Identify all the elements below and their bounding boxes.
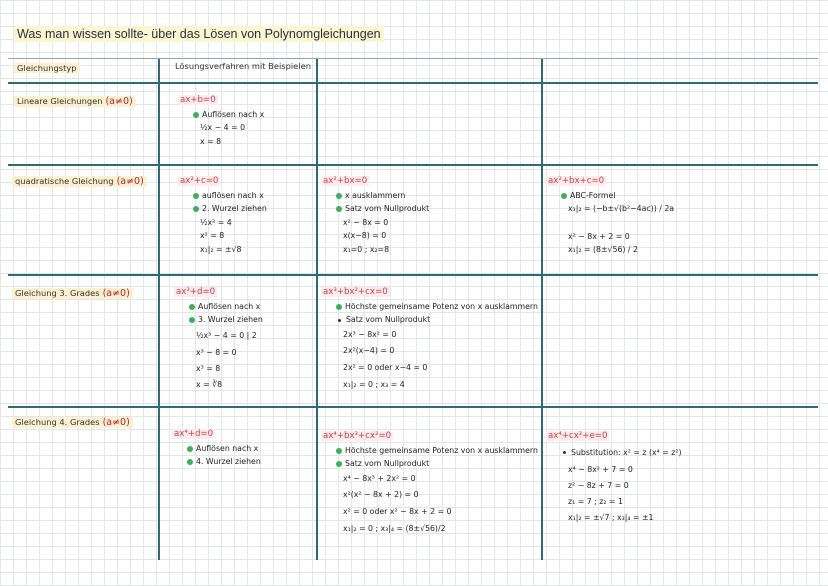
cell-quadratic-3 [546,174,674,257]
step: ½x³ − 4 = 0 | 2 [196,330,257,340]
page-title: Was man wissen sollte- über das Lösen von Polynomgleichungen [14,26,384,42]
bullet-icon [336,448,342,454]
bullet-icon [563,451,566,454]
row-label-text: quadratische Gleichung [15,176,114,186]
bullet-icon [338,319,341,322]
cell-quadratic-2 [321,174,429,257]
row-label-linear [14,96,136,107]
step: Höchste gemeinsame Potenz von x ausklammern [345,445,538,455]
step: x(x−8) = 0 [343,231,387,241]
equation: ax²+bx+c=0 [548,176,605,186]
step: Auflösen nach x [202,109,265,119]
row-condition: (a≠0) [102,417,130,428]
step: Auflösen nach x [196,443,259,453]
step: 2x³ − 8x² = 0 [343,329,397,339]
step: Höchste gemeinsame Potenz von x ausklammern [345,301,538,311]
header-type: Gleichungstyp [14,63,80,73]
step: x⁴ − 8x² + 7 = 0 [568,464,633,474]
equation: ax⁴+d=0 [174,429,214,439]
equation: ax⁴+bx³+cx²=0 [323,431,392,441]
equation: ax²+bx=0 [323,176,368,186]
cell-quartic-1 [172,427,261,469]
step: z² − 8z + 7 = 0 [568,480,629,490]
step: ½x − 4 = 0 [200,123,246,133]
bullet-icon [187,446,193,452]
step: x₁|₂ = ±√7 ; x₃|₄ = ±1 [568,512,654,522]
row-label-text: Gleichung 3. Grades [15,288,100,298]
row-label-text: Gleichung 4. Grades [15,417,100,427]
step: x = 8 [200,136,222,146]
formula: x₁|₂ = (−b±√(b²−4ac)) / 2a [568,204,675,214]
bullet-icon [193,193,199,199]
column-divider [541,58,543,560]
bullet-icon [189,304,195,310]
step: x₁=0 ; x₂=8 [343,244,390,254]
step: x³ − 8 = 0 [196,347,237,357]
step: x² − 8x = 0 [343,217,389,227]
bullet-icon [561,193,567,199]
step: x₁|₂ = (8±√56) / 2 [568,245,638,255]
row-divider [8,164,818,166]
step: x²(x² − 8x + 2) = 0 [343,489,419,499]
step: 2x² = 0 oder x−4 = 0 [343,362,428,372]
row-condition: (a≠0) [102,288,130,299]
step: x₁|₂ = 0 ; x₃ = 4 [343,379,405,389]
step: x² − 8x + 2 = 0 [568,231,630,241]
row-divider [8,274,818,276]
step: x₁|₂ = 0 ; x₃|₄ = (8±√56)/2 [343,523,446,533]
row-label-quartic [12,417,133,428]
step: ABC-Formel [570,190,616,200]
cell-quartic-3 [546,429,682,526]
cell-linear-1 [178,93,264,148]
equation: ax²+c=0 [180,176,219,186]
step: x² = 8 [200,231,225,241]
cell-quadratic-1 [178,174,267,257]
step: x ausklammern [345,190,406,200]
bullet-icon [193,206,199,212]
bullet-icon [336,304,342,310]
step: Auflösen nach x [198,301,261,311]
step: auflösen nach x [202,190,264,200]
row-divider [8,82,818,84]
step: 2x²(x−4) = 0 [343,345,395,355]
step: x² = 0 oder x² − 8x + 2 = 0 [343,506,452,516]
bullet-icon [336,206,342,212]
equation: ax³+d=0 [176,287,216,297]
step: 4. Wurzel ziehen [196,457,261,467]
bullet-icon [193,112,199,118]
row-condition: (a≠0) [116,176,144,187]
step: x₁|₂ = ±√8 [200,244,242,254]
row-condition: (a≠0) [105,96,133,107]
cell-quartic-2 [321,429,538,537]
step: x³ = 8 [196,363,221,373]
step: 2. Wurzel ziehen [202,204,267,214]
step: Satz vom Nullprodukt [345,204,430,214]
column-divider [316,58,318,560]
bullet-icon [336,461,342,467]
row-label-cubic [12,288,133,299]
equation: ax³+bx²+cx=0 [323,287,388,297]
step: 3. Wurzel ziehen [198,315,263,325]
step: z₁ = 7 ; z₂ = 1 [568,496,623,506]
cell-cubic-2 [321,285,538,393]
equation: ax⁴+cx²+e=0 [548,431,608,441]
step: Satz vom Nullprodukt [345,459,430,469]
step: x = ∛8 [196,379,223,389]
column-divider [158,58,160,560]
bullet-icon [336,193,342,199]
row-label-quadratic [12,176,147,187]
row-label-text: Lineare Gleichungen [17,96,103,106]
step: Substitution: x² = z (x⁴ = z²) [571,447,682,457]
step: Satz vom Nullprodukt [346,315,431,325]
cell-cubic-1 [174,285,263,393]
bullet-icon [189,317,195,323]
header-methods: Lösungsverfahren mit Beispielen [175,61,311,71]
row-divider [8,406,818,408]
step: x⁴ − 8x³ + 2x² = 0 [343,473,416,483]
step: ½x² = 4 [200,217,232,227]
row-divider [8,58,818,59]
equation: ax+b=0 [180,95,216,105]
bullet-icon [187,459,193,465]
